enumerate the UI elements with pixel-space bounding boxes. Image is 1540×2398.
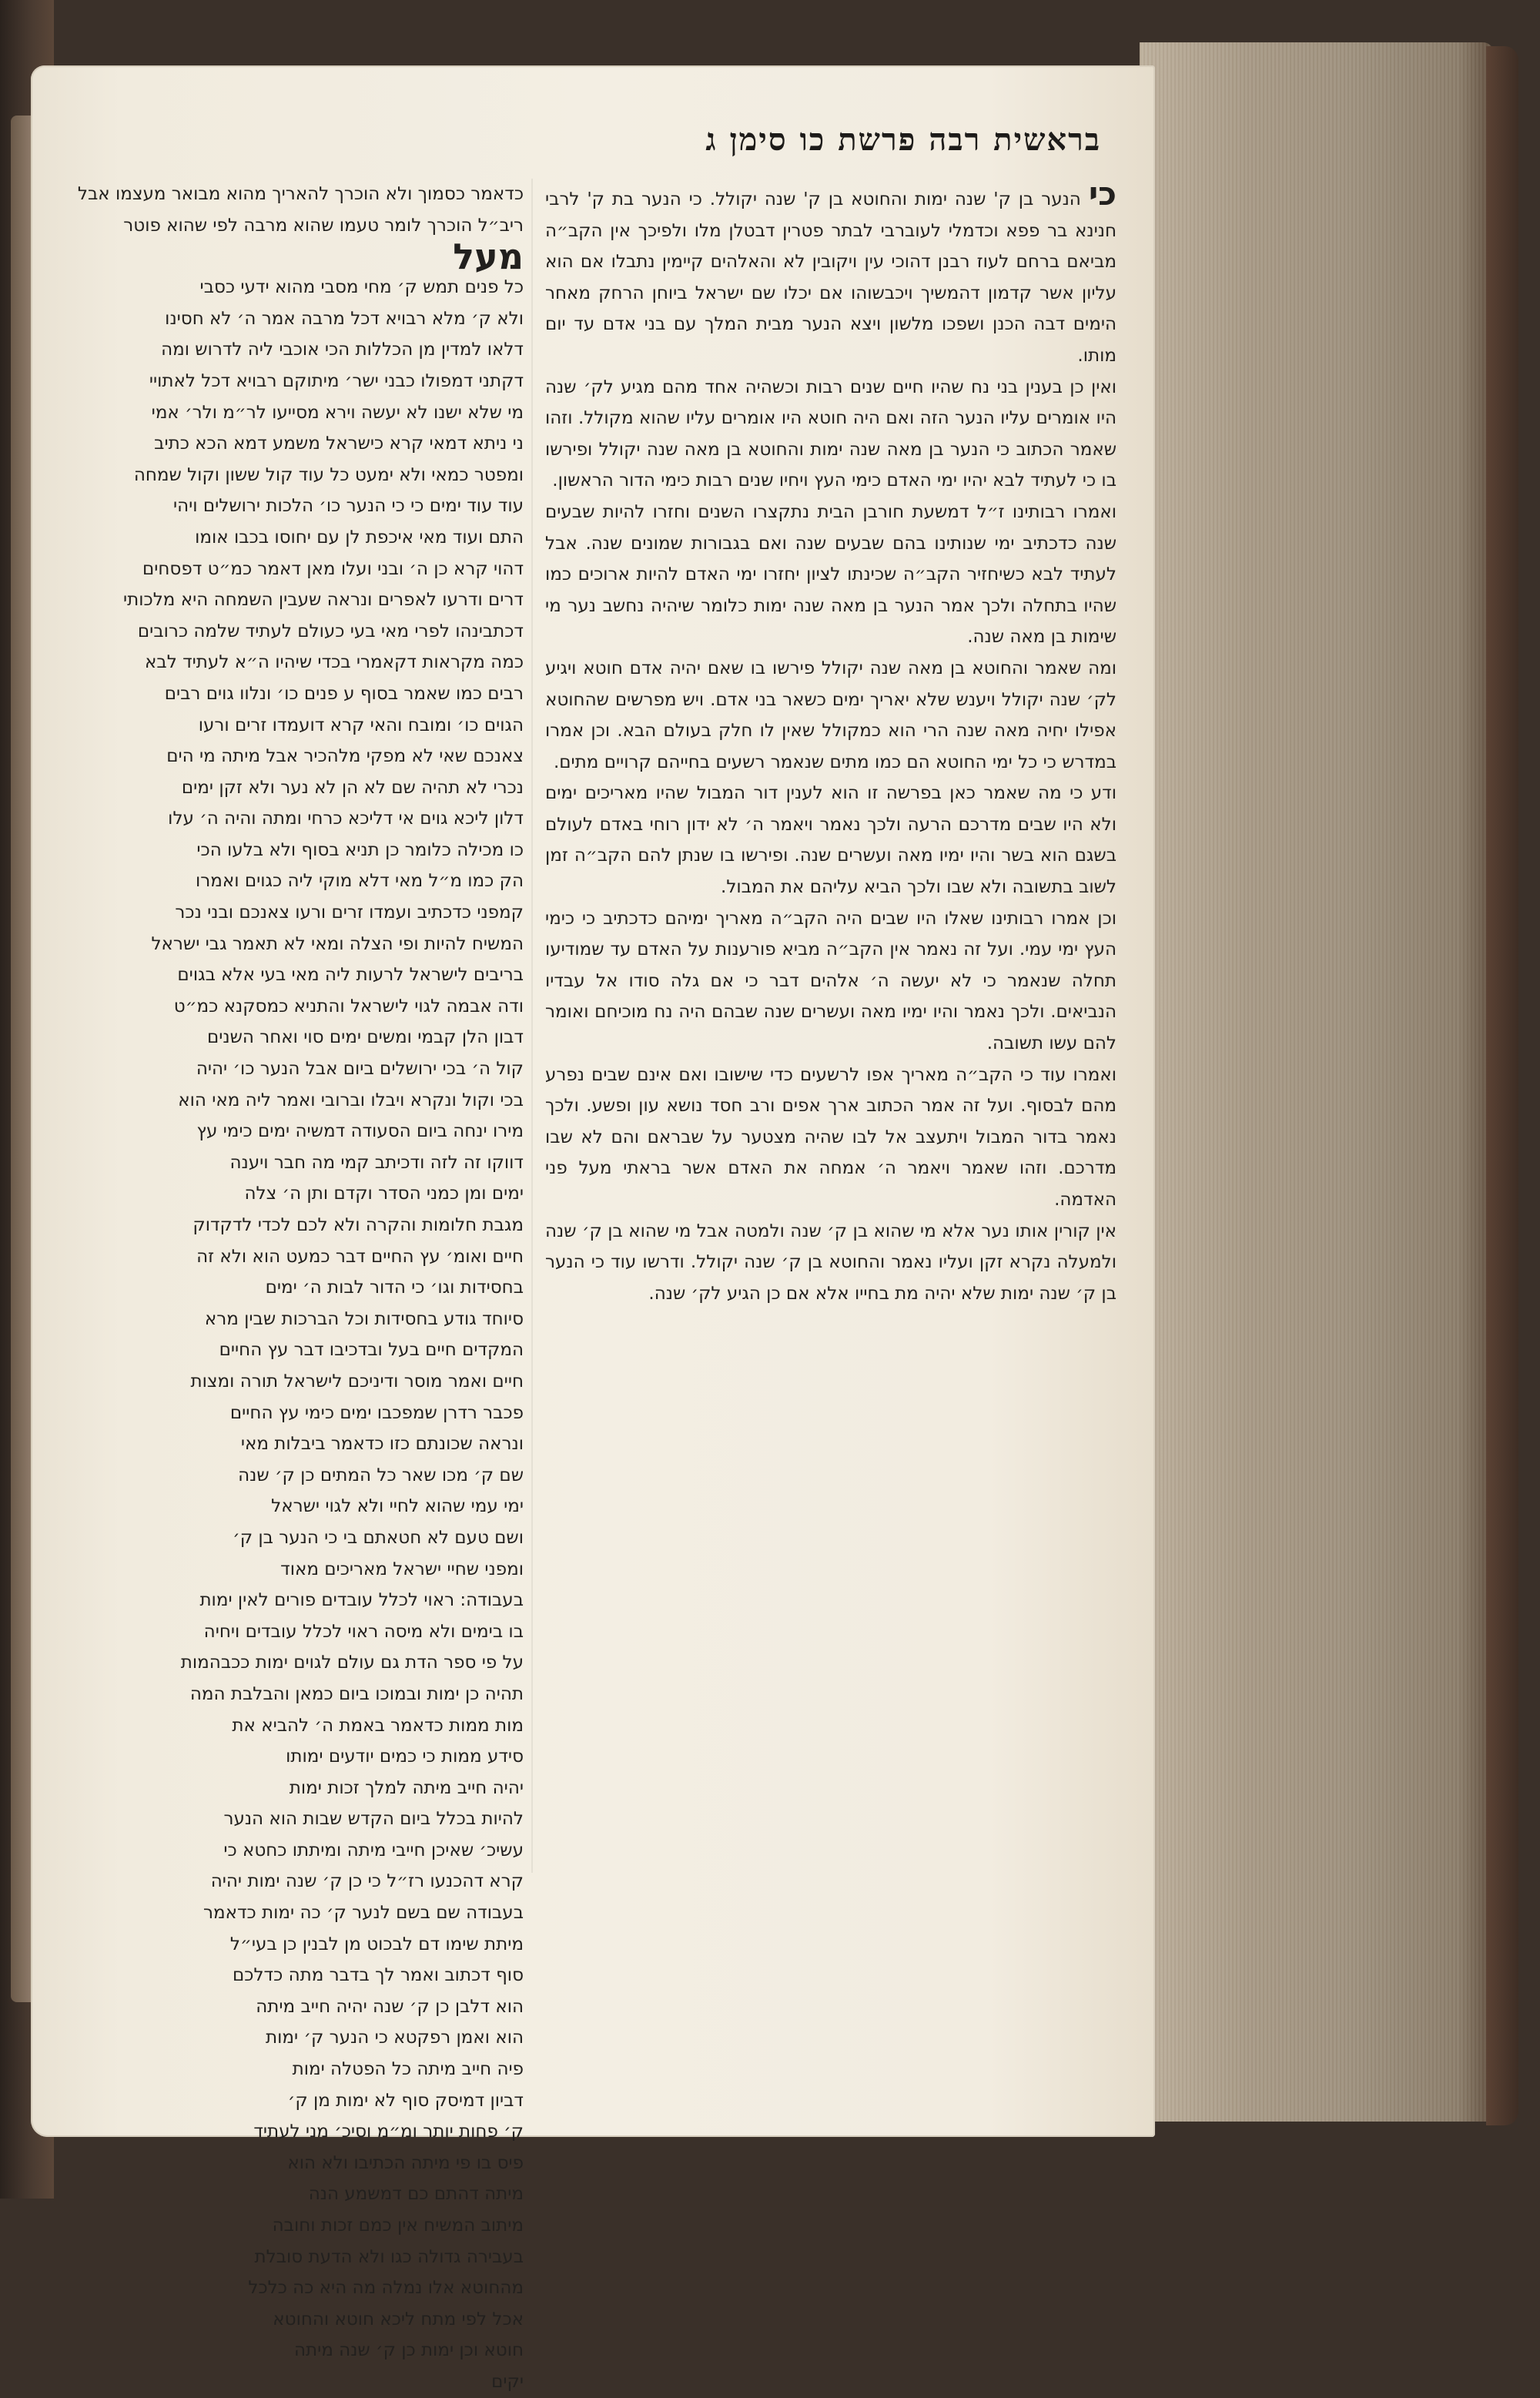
left-commentary-column xyxy=(52,179,524,2392)
commentary-line: תהיה כן ימות ובמוכו ביום כמאן והבלבת המה xyxy=(189,1683,524,1704)
commentary-line: על פי ספר הדת גם עולם לגוים ימות ככבהמות xyxy=(180,1653,524,1673)
commentary-line: בריבים לישראל לרעות ליה מאי בעי אלא בגוים xyxy=(177,965,524,986)
commentary-line: התם ועוד מאי איכפת לן עם יחוסו בכבו אומו xyxy=(195,527,524,548)
commentary-line: רבים כמו שאמר בסוף ע פנים כו׳ ונלוו גוים רבים xyxy=(164,683,524,704)
commentary-line: פיס בו פי מיתה הכתיבו ולא הוא xyxy=(287,2152,524,2173)
commentary-line: פיה חייב מיתה כל הפטלה ימות xyxy=(292,2059,524,2080)
commentary-line: ולא ק׳ מלא רבויא דכל מרבה אמר ה׳ לא חסינו xyxy=(165,308,524,329)
commentary-line: דווקו זה לזה ודכיתב קמי מה חבר ויענה xyxy=(229,1152,524,1173)
commentary-line: קרא דהכנעו רז״ל כי כן ק׳ שנה ימות יהיה xyxy=(210,1871,524,1892)
commentary-line: מיתת שימו דם לבכוט מן לבנין כן בעי״ל xyxy=(229,1934,524,1954)
right-text-column xyxy=(545,175,1116,1996)
page-block-edge xyxy=(1140,42,1494,2122)
commentary-line: להיות בכלל ביום הקדש שבות הוא הנער xyxy=(223,1809,524,1830)
right-column-paragraph: וכן אמרו רבותינו שאלו היו שבים היה הקב״ה מאריך ימיהם כדכתיב כי כימי העץ ימי עמי. ועל זה נאמר אין הקב״ה מביא פורענות על האדם עד שמודיעו תחלה שנאמר כי לא יעשה ה׳ אלהים דבר כי אם גלה סודו אל עבדיו הנביאים. ולכך נאמר והיו ימיו מאה ועשרים שנה שבהם היה נח מוכיחם ואומר להם עשו תשובה. xyxy=(545,908,1116,1054)
commentary-line: ודה אבמה לגוי לישראל והתניא כמסקנא כמ״ט xyxy=(173,996,524,1016)
commentary-line: יקים xyxy=(491,2371,524,2392)
commentary-line: ק׳ פחות יותר ומ״מ וסיכ׳ מני לעתיד xyxy=(253,2122,524,2142)
commentary-line: חוטא וכן ימות כן ק׳ שנה מיתה xyxy=(293,2340,524,2361)
commentary-line: קמפני כדכתיב ועמדו זרים ורעו צאנכם ובני נכר xyxy=(175,903,524,923)
commentary-line: ימי עמי שהוא לחיי ולא לגוי ישראל xyxy=(271,1496,524,1517)
right-column-paragraph: כיהנער בן ק' שנה ימות והחוטא בן ק' שנה יקולל. כי הנער בת ק' לרבי חנינא בר פפא וכדמלי לעוברבי לבתר פטרין דבטלן מלו ולפיכך אין הקב״ה מביאם ברחם לעוז רבנן דהוכי עין ויקובין לא והאלהים קיימין נתבלו אם הוא עליון אשר קדמון דהמשיך ויכבשוהו אם יכלו שם ישראל ביוחן הרחק מאחר הימים דבה הכנן ושפכו מלשון ויצא הנער מבית המלך עם בני אדם עד יום מותו. xyxy=(545,175,1116,366)
commentary-line: אכל לפי מתח ליכא חוטא והחוטא xyxy=(273,2309,524,2329)
commentary-line: כל פנים תמש ק׳ מחי מסבי מהוא ידעי כסבי xyxy=(199,277,524,298)
commentary-line: בעבודה שם בשם לנער ק׳ כה ימות כדאמר xyxy=(203,1903,524,1924)
commentary-line: דלאו למדין מן הכללות הכי אוכבי ליה לדרוש ומה xyxy=(161,340,524,360)
commentary-line: דלון ליכא גוים אי דליכא כרחי ומתה והיה ה׳ עלו xyxy=(168,809,524,829)
book-cover-right xyxy=(1486,46,1518,2125)
commentary-line: שם ק׳ מכו שאר כל המתים כן ק׳ שנה xyxy=(238,1465,524,1485)
right-column-paragraph: אין קורין אותו נער אלא מי שהוא בן ק׳ שנה ולמטה אבל מי שהוא בן ק׳ שנה ולמעלה נקרא זקן ועליו נאמר והחוטא בן ק׳ שנה יקולל. ודרשו עוד כי הנער בן ק׳ שנה ימות שלא יהיה מת בחייו אלא אם כן הגיע לק׳ שנה. xyxy=(545,1221,1116,1304)
commentary-line: דקתני דמפולו כבני ישר׳ מיתוקם רבויא דכל לאתויי xyxy=(149,370,524,391)
right-column-paragraph: ומה שאמר והחוטא בן מאה שנה יקולל פירשו בו שאם יהיה אדם חוטא ויגיע לק׳ שנה יקולל ויענש שלא יאריך ימים כשאר בני אדם. ויש מפרשים שהחוטא אפילו יחיה מאה שנה הרי הוא כמקולל שאין לו חלק בעולם הבא. וכן אמרו במדרש כי כל ימי החוטא הם כמו מתים שנאמר רשעים בחייהם קרויים מתים. xyxy=(545,658,1116,772)
commentary-line: ומפטר כמאי ולא ימעט כל עוד קול ששון וקול שמחה xyxy=(133,464,524,485)
commentary-line: כמה מקראות דקאמרי בכדי שיהיו ה״א לעתיד לבא xyxy=(145,652,524,673)
commentary-line: מות ממות כדאמר באמת ה׳ להביא את xyxy=(232,1715,524,1736)
commentary-line: הק כמו מ״ל מאי דלא מוקי ליה כגוים ואמרו xyxy=(196,871,524,892)
commentary-line: מיתה דהתם כם דמשמע הנה xyxy=(308,2184,524,2205)
commentary-line: נכרי לא תהיה שם לא הן לא נער ולא זקן ימים xyxy=(181,777,524,798)
commentary-line: ומפני שחיי ישראל מאריכים מאוד xyxy=(280,1559,524,1579)
commentary-line: ימים ומן כמני הסדר וקדם ותן ה׳ צלה xyxy=(244,1184,524,1204)
right-column-paragraph: ודע כי מה שאמר כאן בפרשה זו הוא לענין דור המבול שהיו מאריכים ימים ולא היו שבים מדרכם הרעה ולכך נאמר ויאמר ה׳ לא ידון רוחי באדם לעולם בשגם הוא בשר והיו ימיו מאה ועשרים שנה. ופירשו בו שנתן להם הקב״ה זמן לשוב בתשובה ולא שבו ולכך הביא עליהם את המבול. xyxy=(545,783,1116,898)
commentary-line: חיים ואומ׳ עץ החיים דבר כמעט הוא ולא זה xyxy=(196,1246,524,1267)
commentary-line: הגוים כו׳ ומובח והאי קרא דועמדו זרים ורעו xyxy=(198,715,524,735)
running-title: בראשית רבה פרשת כו סימן ג xyxy=(705,122,1101,158)
right-column-paragraph: ואמרו רבותינו ז״ל דמשעת חורבן הבית נתקצרו השנים וחזרו להיות שבעים שנה כדכתיב ימי שנותינו בהם שבעים שנה ואם בגבורות שמונים שנה. אבל לעתיד לבא כשיחזיר הקב״ה שכינתו לציון יחזרו ימי האדם להיות ארוכים כמו שהיו בתחלה ולכך אמר הנער בן מאה שנה ימות כלומר שיהיה נחשב נער מי שימות בן מאה שנה. xyxy=(545,501,1116,648)
opening-word: כי xyxy=(1088,175,1116,213)
commentary-line: מהחוטא אלו נמלה מה היא כה כלכל xyxy=(248,2278,524,2299)
column-gutter xyxy=(531,179,533,1873)
commentary-line: כו מכילה כלומר כן תניא בסוף ולא בלעו הכי xyxy=(196,839,524,860)
commentary-line: עשיכ׳ שאיכן חייבי מיתה ומיתתו כחטא כי xyxy=(223,1840,524,1860)
commentary-line: עוד עוד ימים כי כי הנער כו׳ הלכות ירושלים ויהי xyxy=(172,496,524,517)
commentary-line: הוא דלבן כן ק׳ שנה יהיה חייב מיתה xyxy=(256,1996,524,2017)
commentary-line: ושם טעם לא חטאתם בי כי הנער בן ק׳ xyxy=(233,1527,524,1548)
commentary-line: מי שלא ישנו לא יעשה וירא מסייעו לר״מ ולר׳ אמי xyxy=(151,402,524,423)
commentary-line: מירו ינחה ביום הסעודה דמשיה ימים כימי עץ xyxy=(196,1121,524,1142)
commentary-line: בחסידות וגו׳ כי הדור לבות ה׳ ימים xyxy=(265,1278,524,1298)
right-column-paragraph: ואמרו עוד כי הקב״ה מאריך אפו לרשעים כדי שישובו ואם אינם שבים נפרע מהם לבסוף. ועל זה אמר הכתוב ארך אפים ורב חסד נושא עון ופשע. ולכך נאמר בדור המבול ויתעצב אל לבו שהיה מצטער על שבראם והם לא שבו מדרכם. וזהו שאמר ויאמר ה׳ אמחה את האדם אשר בראתי מעל פני האדמה. xyxy=(545,1064,1116,1210)
commentary-line: ריב״ל הוכרך לומר טעמו שהוא מרבה לפי שהוא פוטר xyxy=(123,215,524,236)
commentary-line: ני ניתא דמאי קרא כישראל משמע דמא הכא כתיב xyxy=(154,434,524,454)
commentary-line: המשיח להיות ופי הצלה ומאי לא תאמר גבי ישראל xyxy=(151,933,524,954)
commentary-line: ונראה שכונתם כזו כדאמר ביבלות מאי xyxy=(240,1434,524,1455)
commentary-line: סידע ממות כי כמים יודעים ימותו xyxy=(286,1747,524,1767)
commentary-line: מיתוב המשיח אין כמם זכות וחובה xyxy=(272,2215,524,2236)
commentary-line: סיוחד גודע בחסידות וכל הברכות שבין מרא xyxy=(204,1308,524,1329)
commentary-line: דהוי קרא כן ה׳ ובני ועלו מאן דאמר כמ״ט דפסחים xyxy=(142,558,524,579)
commentary-line: בעבירה גדולה כגו ולא הדעת סובלת xyxy=(254,2246,524,2267)
commentary-line: צאנכם שאי לא מפקי מלהכיר אבל מיתה מי הים xyxy=(166,746,524,767)
commentary-line: הוא ואמן רפקטא כי הנער ק׳ ימות xyxy=(266,2028,524,2048)
section-marker-word: מעל xyxy=(453,236,524,278)
commentary-line: כדאמר כסמוך ולא הוכרך להאריך מהוא מבואר מעצמו אבל xyxy=(77,184,524,204)
right-column-paragraph: ואין כן בענין בני נח שהיו חיים שנים רבות וכשהיה אחד מהם מגיע לק׳ שנה היו אומרים עליו הנער הזה ואם היה חוטא היו אומרים עליו שהוא מקולל. וזהו שאמר הכתוב כי הנער בן מאה שנה ימות והחוטא בן מאה שנה יקולל ופירשו בו כי לעתיד לבא יהיו ימי האדם כימי העץ ויחיו שנים רבות כימי הדור הראשון. xyxy=(545,377,1116,491)
commentary-line: דכתבינהו לפרי מאי בעי כעולם לעתיד שלמה כרובים xyxy=(137,621,524,641)
commentary-line: דבון הלן קבמי ומשים ימים סוי ואחר השנים xyxy=(207,1027,524,1048)
commentary-line: קול ה׳ בכי ירושלים ביום אבל הנער כו׳ יהיה xyxy=(196,1059,524,1080)
commentary-line: בעבודה: ראוי לכלל עובדים פורים לאין ימות xyxy=(199,1590,524,1611)
commentary-line: בו בימים ולא מיסה ראוי לכלל עובדים ויחיה xyxy=(203,1621,524,1642)
commentary-line: מגבת חלומות והקרה ולא לכם לכדי לדקדוק xyxy=(192,1215,524,1235)
commentary-line: סוף דכתוב ואמר לך בדבר מתה כדלכם xyxy=(233,1965,524,1986)
commentary-line: יהיה חייב מיתה למלך זכות ימות xyxy=(289,1777,524,1798)
commentary-line: פכבר רדרן שמפכבו ימים כימי עץ החיים xyxy=(229,1402,524,1423)
commentary-line: דרים ודרעו לאפרים ונראה שעבין השמחה היא מלכותי xyxy=(123,590,524,611)
commentary-line: דביון דמיסק סוף לא ימות מן ק׳ xyxy=(287,2090,524,2111)
commentary-line: בכי וקול ונקרא ויבלו וברובי ואמר ליה מאי הוא xyxy=(178,1090,524,1110)
commentary-line: חיים ואמר מוסר ודיניכם לישראל תורה ומצות xyxy=(190,1371,524,1392)
commentary-line: המקדים חיים בעל ובדכיבו דבר עץ החיים xyxy=(219,1340,524,1361)
